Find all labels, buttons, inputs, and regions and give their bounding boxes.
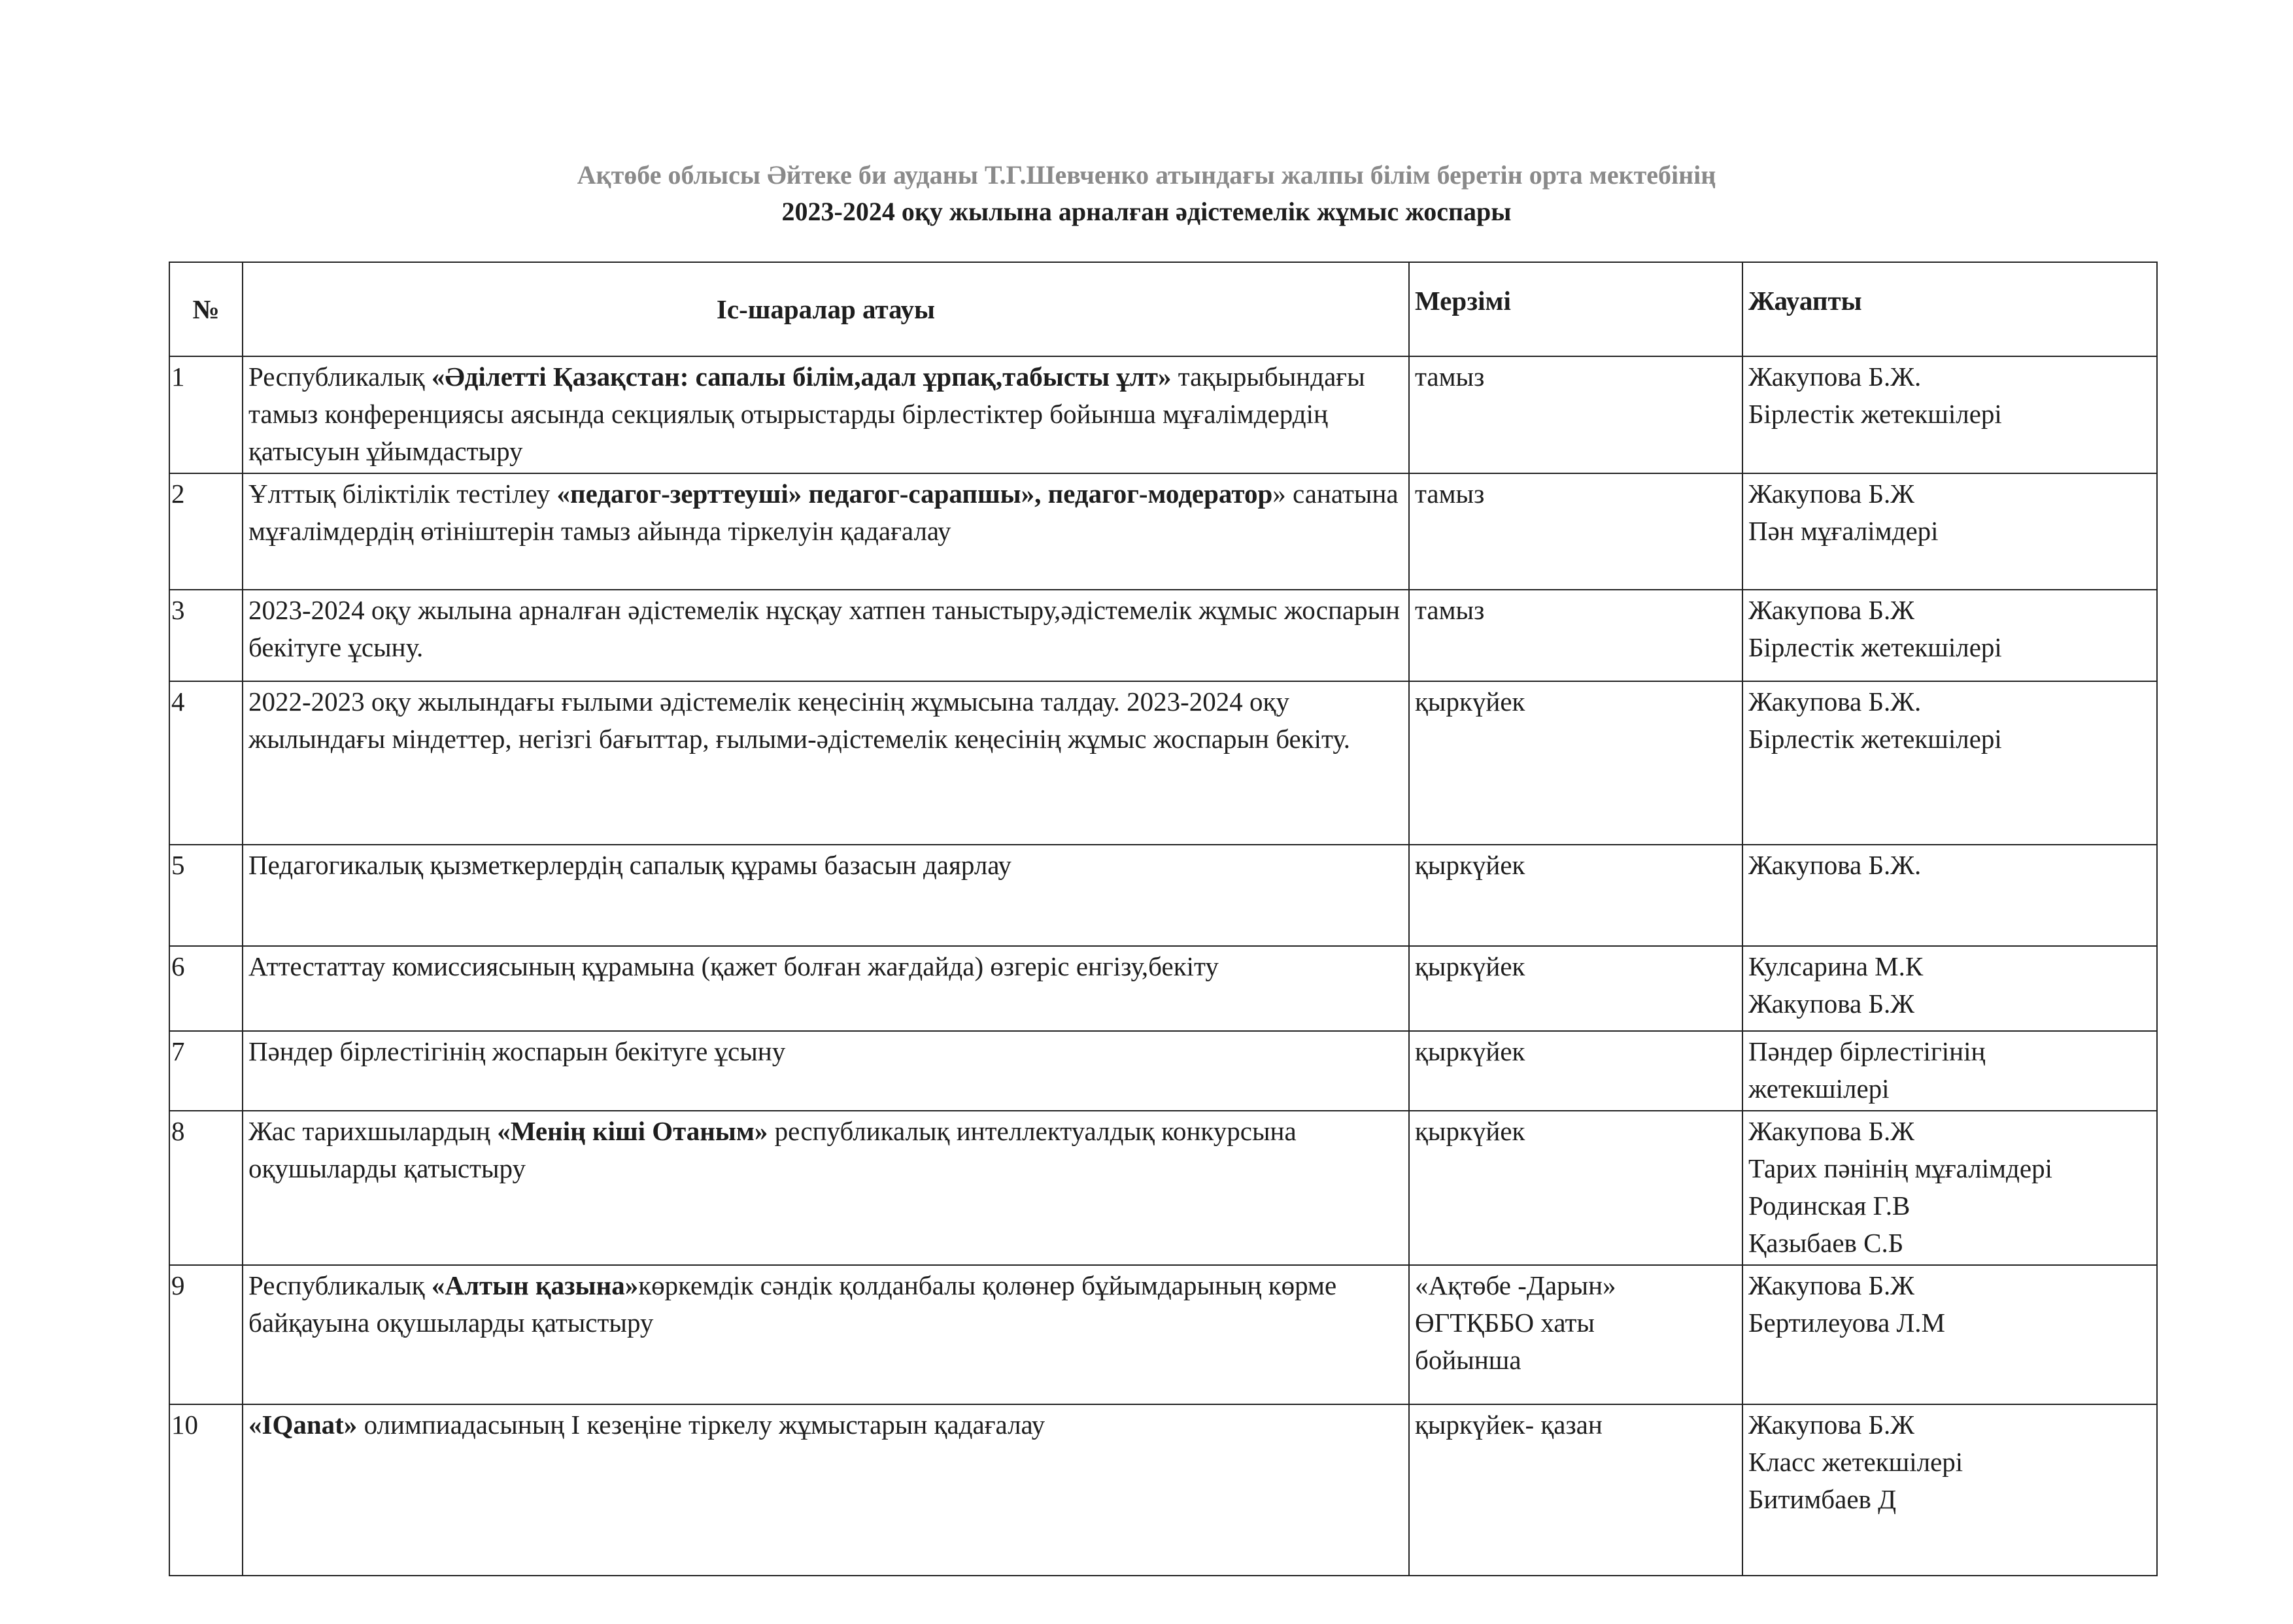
event-name: Ұлттық біліктілік тестілеу «педагог-зерттеуші» педагог-сарапшы», педагог-модератор» санатына мұғалімдердің өтініштерін тамыз айында тіркелуін қадағалау xyxy=(243,473,1409,590)
table-row xyxy=(169,356,2157,473)
row-number: 8 xyxy=(169,1111,243,1265)
row-number: 10 xyxy=(169,1404,243,1576)
deadline: қыркүйек- қазан xyxy=(1409,1404,1742,1576)
header-responsible: Жауапты xyxy=(1742,262,2157,356)
responsible: Жакупова Б.Ж Тарих пәнінің мұғалімдері Родинская Г.В Қазыбаев С.Б xyxy=(1742,1111,2157,1265)
responsible: Кулсарина М.К Жакупова Б.Ж xyxy=(1742,946,2157,1031)
header-deadline: Мерзімі xyxy=(1409,262,1742,356)
event-name: 2023-2024 оқу жылына арналған әдістемелік нұсқау хатпен таныстыру,әдістемелік жұмыс жоспарын бекітуге ұсыну. xyxy=(243,590,1409,681)
school-title: Ақтөбе облысы Әйтеке би ауданы Т.Г.Шевченко атындағы жалпы білім беретін орта мектебінің xyxy=(577,160,1716,190)
table-row xyxy=(169,1404,2157,1576)
deadline: тамыз xyxy=(1409,356,1742,473)
deadline: қыркүйек xyxy=(1409,1031,1742,1111)
event-name: Республикалық «Алтын қазына»көркемдік сәндік қолданбалы қолөнер бұйымдарының көрме байқауына оқушыларды қатыстыру xyxy=(243,1265,1409,1404)
responsible: Жакупова Б.Ж Пән мұғалімдері xyxy=(1742,473,2157,590)
deadline: қыркүйек xyxy=(1409,845,1742,946)
row-number: 6 xyxy=(169,946,243,1031)
page-title xyxy=(0,157,2293,230)
event-name: «IQanat» олимпиадасының І кезеңіне тіркелу жұмыстарын қадағалау xyxy=(243,1404,1409,1576)
deadline: тамыз xyxy=(1409,590,1742,681)
event-name: Жас тарихшылардың «Менің кіші Отаным» республикалық интеллектуалдық конкурсына оқушыларды қатыстыру xyxy=(243,1111,1409,1265)
table-row xyxy=(169,473,2157,590)
responsible: Пәндер бірлестігінің жетекшілері xyxy=(1742,1031,2157,1111)
row-number: 2 xyxy=(169,473,243,590)
responsible: Жакупова Б.Ж Класс жетекшілері Битимбаев Д xyxy=(1742,1404,2157,1576)
table-row xyxy=(169,590,2157,681)
event-name: Аттестаттау комиссиясының құрамына (қажет болған жағдайда) өзгеріс енгізу,бекіту xyxy=(243,946,1409,1031)
event-name: Педагогикалық қызметкерлердің сапалық құрамы базасын даярлау xyxy=(243,845,1409,946)
table-header-row xyxy=(169,262,2157,356)
row-number: 3 xyxy=(169,590,243,681)
responsible: Жакупова Б.Ж. Бірлестік жетекшілері xyxy=(1742,356,2157,473)
header-number: № xyxy=(169,262,243,356)
plan-table xyxy=(169,262,2158,1576)
table-row xyxy=(169,845,2157,946)
row-number: 9 xyxy=(169,1265,243,1404)
deadline: тамыз xyxy=(1409,473,1742,590)
deadline: қыркүйек xyxy=(1409,946,1742,1031)
row-number: 1 xyxy=(169,356,243,473)
row-number: 7 xyxy=(169,1031,243,1111)
table-row xyxy=(169,1265,2157,1404)
table-row xyxy=(169,1111,2157,1265)
deadline: қыркүйек xyxy=(1409,681,1742,845)
header-event-name: Іс-шаралар атауы xyxy=(243,262,1409,356)
plan-title: 2023-2024 оқу жылына арналған әдістемелік жұмыс жоспары xyxy=(781,197,1512,226)
responsible: Жакупова Б.Ж Бертилеуова Л.М xyxy=(1742,1265,2157,1404)
responsible: Жакупова Б.Ж. xyxy=(1742,845,2157,946)
table-row xyxy=(169,1031,2157,1111)
row-number: 4 xyxy=(169,681,243,845)
table-row xyxy=(169,946,2157,1031)
responsible: Жакупова Б.Ж Бірлестік жетекшілері xyxy=(1742,590,2157,681)
event-name: 2022-2023 оқу жылындағы ғылыми әдістемелік кеңесінің жұмысына талдау. 2023-2024 оқу жылындағы міндеттер, негізгі бағыттар, ғылыми-әдістемелік кеңесінің жұмыс жоспарын бекіту. xyxy=(243,681,1409,845)
event-name: Пәндер бірлестігінің жоспарын бекітуге ұсыну xyxy=(243,1031,1409,1111)
table-row xyxy=(169,681,2157,845)
deadline: «Ақтөбе -Дарын» ӨГТҚББО хаты бойынша xyxy=(1409,1265,1742,1404)
responsible: Жакупова Б.Ж. Бірлестік жетекшілері xyxy=(1742,681,2157,845)
row-number: 5 xyxy=(169,845,243,946)
event-name: Республикалық «Әділетті Қазақстан: сапалы білім,адал ұрпақ,табысты ұлт» тақырыбындағы тамыз конференциясы аясында секциялық отырыстарды бірлестіктер бойынша мұғалімдердің қатысуын ұйымдастыру xyxy=(243,356,1409,473)
deadline: қыркүйек xyxy=(1409,1111,1742,1265)
